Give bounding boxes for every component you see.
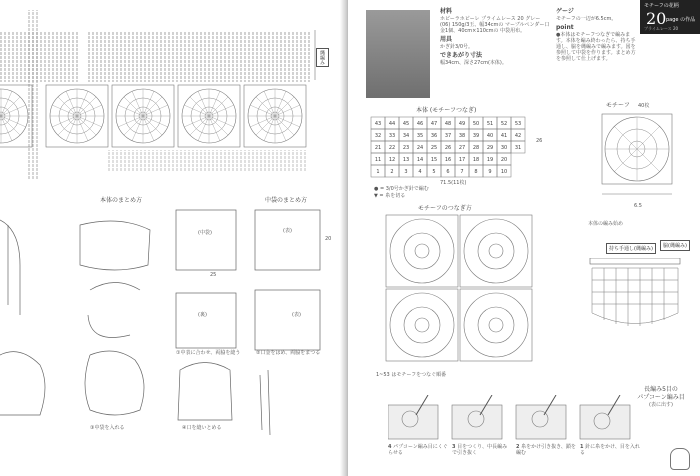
stitch-illustrations <box>388 395 638 443</box>
grid-cell-number: 3 <box>404 169 408 175</box>
grid-cell-number: 36 <box>430 133 438 139</box>
step-1-num: 1 <box>580 444 584 450</box>
grid-cell-number: 5 <box>432 169 436 175</box>
right-page <box>348 0 700 476</box>
grid-cell-number: 25 <box>430 145 438 151</box>
materials-block <box>440 8 550 66</box>
step-2 <box>516 444 576 456</box>
gauge-heading: ゲージ <box>556 8 574 15</box>
size-text: 幅34cm、深さ27cm(本体)。 <box>440 60 507 66</box>
stitch-title: 長編み5目の <box>644 386 678 393</box>
motif-diagram <box>598 112 678 200</box>
rope-label: 縄編み <box>316 48 329 67</box>
grid-cell-number: 31 <box>514 145 522 151</box>
grid-cell-number: 42 <box>514 133 522 139</box>
grid-cell-number: 34 <box>402 133 410 139</box>
grid-cell-number: 53 <box>514 121 522 127</box>
body-chart-title: 本体 (モチーフつなぎ) <box>416 107 477 114</box>
caption-2: ②口金をはめ、両脇をまつる <box>256 350 321 356</box>
stitch-title-2: パプコーン編み目 <box>637 394 685 401</box>
grid-cell-number: 50 <box>472 121 480 127</box>
body-width-label: 71.5(11枚) <box>440 180 467 186</box>
grid-cell-number: 38 <box>458 133 466 139</box>
caption-1: ①中表に合わせ、両脇を縫う <box>176 350 241 356</box>
point-text: ●本体はモチーフつなぎで編みます。本体を編み終わったら、持ち手通し、脇を縄編みで編みます。図を参照して中袋を作ります。まとめ方を参照して仕上げます。 <box>556 32 636 62</box>
grid-cell-number: 52 <box>500 121 508 127</box>
side-note: 本体の編み始め <box>588 221 624 227</box>
grid-cell-number: 51 <box>486 121 494 127</box>
motif-count: 40枚 <box>638 103 650 109</box>
grid-cell-number: 14 <box>416 157 424 163</box>
grid-cell-number: 11 <box>374 157 382 163</box>
grid-cell-number: 26 <box>444 145 452 151</box>
lining-assembly-title: 中袋のまとめ方 <box>265 197 308 204</box>
small-bag-icon <box>670 448 690 470</box>
legend-1: ● = 3/0号かぎ針で編む <box>374 186 429 192</box>
side-sub: (縄編み) <box>668 243 687 249</box>
grid-cell-number: 2 <box>390 169 394 175</box>
step-1 <box>580 444 640 456</box>
body-height-label: 26 <box>536 138 543 144</box>
body-assembly-title: 本体のまとめ方 <box>100 197 143 204</box>
grid-cell-number: 8 <box>474 169 478 175</box>
step-1-text: 針に糸をかけ、目を入れる <box>580 444 640 456</box>
grid-cell-number: 40 <box>486 133 494 139</box>
note-width: 25 <box>210 272 217 278</box>
legend-2: ▼ = 糸を切る <box>374 193 406 199</box>
handle-label <box>606 243 656 254</box>
grid-cell-number: 32 <box>374 133 382 139</box>
grid-cell-number: 44 <box>388 121 396 127</box>
grid-cell-number: 28 <box>472 145 480 151</box>
grid-cell-number: 20 <box>500 157 508 163</box>
badge-sub: プライムレース 20 <box>644 26 679 31</box>
step-3-text: 目をつくり、中長編みで引き抜く <box>452 444 508 456</box>
grid-cell-number: 37 <box>444 133 452 139</box>
grid-cell-number: 43 <box>374 121 382 127</box>
note-height: 20 <box>325 236 332 242</box>
note-back: (裏) <box>198 312 207 318</box>
grid-cell-number: 22 <box>388 145 396 151</box>
grid-cell-number: 15 <box>430 157 438 163</box>
side-label <box>660 240 690 251</box>
grid-cell-number: 18 <box>472 157 480 163</box>
grid-cell-number: 46 <box>416 121 424 127</box>
grid-cell-number: 35 <box>416 133 424 139</box>
assembly-diagrams <box>0 205 340 476</box>
grid-cell-number: 9 <box>488 169 492 175</box>
grid-cell-number: 45 <box>402 121 410 127</box>
note-lining: (中袋) <box>198 230 212 236</box>
bag-grid-diagram <box>586 258 686 338</box>
motif-title: モチーフ <box>606 102 630 109</box>
side-title: 脇 <box>663 243 669 249</box>
step-3 <box>452 444 512 456</box>
step-3-num: 3 <box>452 444 456 450</box>
handle-sub: (縄編み) <box>634 246 653 252</box>
grid-cell-number: 1 <box>376 169 380 175</box>
step-4 <box>388 444 448 456</box>
joining-diagram <box>384 213 534 363</box>
materials-text: ホビーラホビーレ プライムレース 20 グレー(06) 150g/3玉、幅34cmの マーブルペンダー口金1個、40cm×110cmの 中袋用布。 <box>440 16 550 34</box>
grid-cell-number: 21 <box>374 145 382 151</box>
motif-size: 6.5 <box>634 203 642 209</box>
note-front-2: (表) <box>292 312 301 318</box>
body-grid <box>370 116 530 178</box>
grid-cell-number: 48 <box>444 121 452 127</box>
step-2-num: 2 <box>516 444 520 450</box>
grid-cell-number: 47 <box>430 121 438 127</box>
grid-cell-number: 7 <box>460 169 464 175</box>
badge-number: 20 <box>646 9 667 28</box>
step-4-text: パプコーン編み目にくぐらせる <box>388 444 448 456</box>
step-2-text: 糸をかけ引き抜き、鎖を編む <box>516 444 576 456</box>
grid-cell-number: 19 <box>486 157 494 163</box>
caption-4: ④口を縫いとめる <box>182 425 222 431</box>
badge-title: モチーフの花柄 <box>644 3 679 9</box>
grid-cell-number: 33 <box>388 133 396 139</box>
joining-note: 1~53 はモチーフをつなぐ順番 <box>376 372 447 378</box>
left-page <box>0 0 345 476</box>
badge-suffix: page の作品 <box>666 17 696 23</box>
gauge-text: モチーフの一辺が6.5cm。 <box>556 16 617 22</box>
grid-cell-number: 16 <box>444 157 452 163</box>
joining-title: モチーフのつなぎ方 <box>418 205 472 212</box>
top-crochet-chart <box>0 0 340 185</box>
grid-cell-number: 27 <box>458 145 466 151</box>
grid-cell-number: 17 <box>458 157 466 163</box>
grid-cell-number: 41 <box>500 133 508 139</box>
size-heading: できあがり寸法 <box>440 52 483 59</box>
grid-cell-number: 12 <box>388 157 396 163</box>
grid-cell-number: 23 <box>402 145 410 151</box>
step-4-num: 4 <box>388 444 392 450</box>
caption-3: ③中袋を入れる <box>90 425 125 431</box>
handle-title: 持ち手通し <box>609 246 635 252</box>
point-heading: point <box>556 24 574 31</box>
stitch-sub: (表に出す) <box>649 402 673 408</box>
grid-cell-number: 6 <box>446 169 450 175</box>
page-badge <box>640 0 700 34</box>
product-photo <box>366 10 430 98</box>
grid-cell-number: 39 <box>472 133 480 139</box>
grid-cell-number: 13 <box>402 157 410 163</box>
tools-heading: 用具 <box>440 36 453 43</box>
tools-text: かぎ針3/0号。 <box>440 44 474 50</box>
grid-cell-number: 24 <box>416 145 424 151</box>
grid-cell-number: 49 <box>458 121 466 127</box>
gauge-block <box>556 8 636 62</box>
materials-heading: 材料 <box>440 8 453 15</box>
grid-cell-number: 30 <box>500 145 508 151</box>
note-front: (表) <box>283 228 292 234</box>
grid-cell-number: 10 <box>500 169 508 175</box>
grid-cell-number: 4 <box>418 169 422 175</box>
grid-cell-number: 29 <box>486 145 494 151</box>
